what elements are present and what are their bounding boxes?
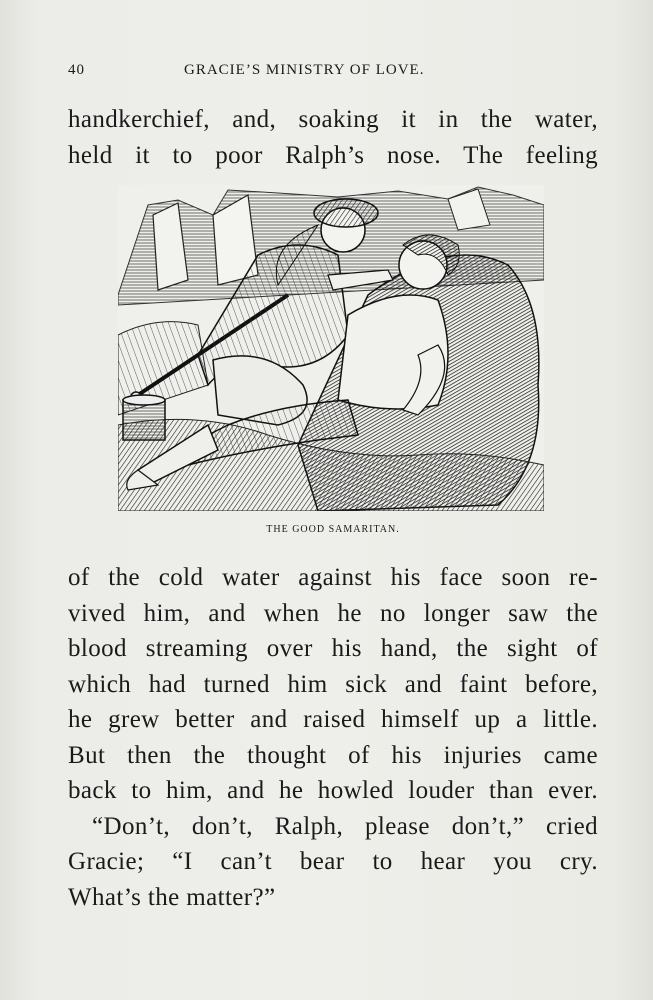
page-number: 40 [68,62,85,78]
text-line: But then the thought of his injuries came [68,741,598,769]
text-line: held it to poor Ralph’s nose. The feeling [68,141,598,169]
text-line: “Don’t, don’t, Ralph, please don’t,” cried [92,812,598,840]
running-title: GRACIE’S MINISTRY OF LOVE. [184,62,425,78]
text-line: he grew better and raised himself up a little. [68,706,598,733]
text-line: What’s the matter?” [68,883,276,911]
text-line: of the cold water against his face soon re- [68,564,598,591]
figure-caption: THE GOOD SAMARITAN. [266,524,400,535]
text-line: which had turned him sick and faint before, [68,670,598,698]
basket [123,395,165,440]
text-block-bottom [68,560,598,915]
running-head [68,62,598,86]
text-line: Gracie; “I can’t bear to hear you cry. [68,848,598,875]
text-line: blood streaming over his hand, the sight of [68,635,598,662]
text-block-top [68,102,598,173]
engraving-illustration [118,185,544,511]
text-line: handkerchief, and, soaking it in the water, [68,106,598,133]
text-line: back to him, and he howled louder than ever. [68,777,598,804]
text-line: vived him, and when he no longer saw the [68,599,598,627]
